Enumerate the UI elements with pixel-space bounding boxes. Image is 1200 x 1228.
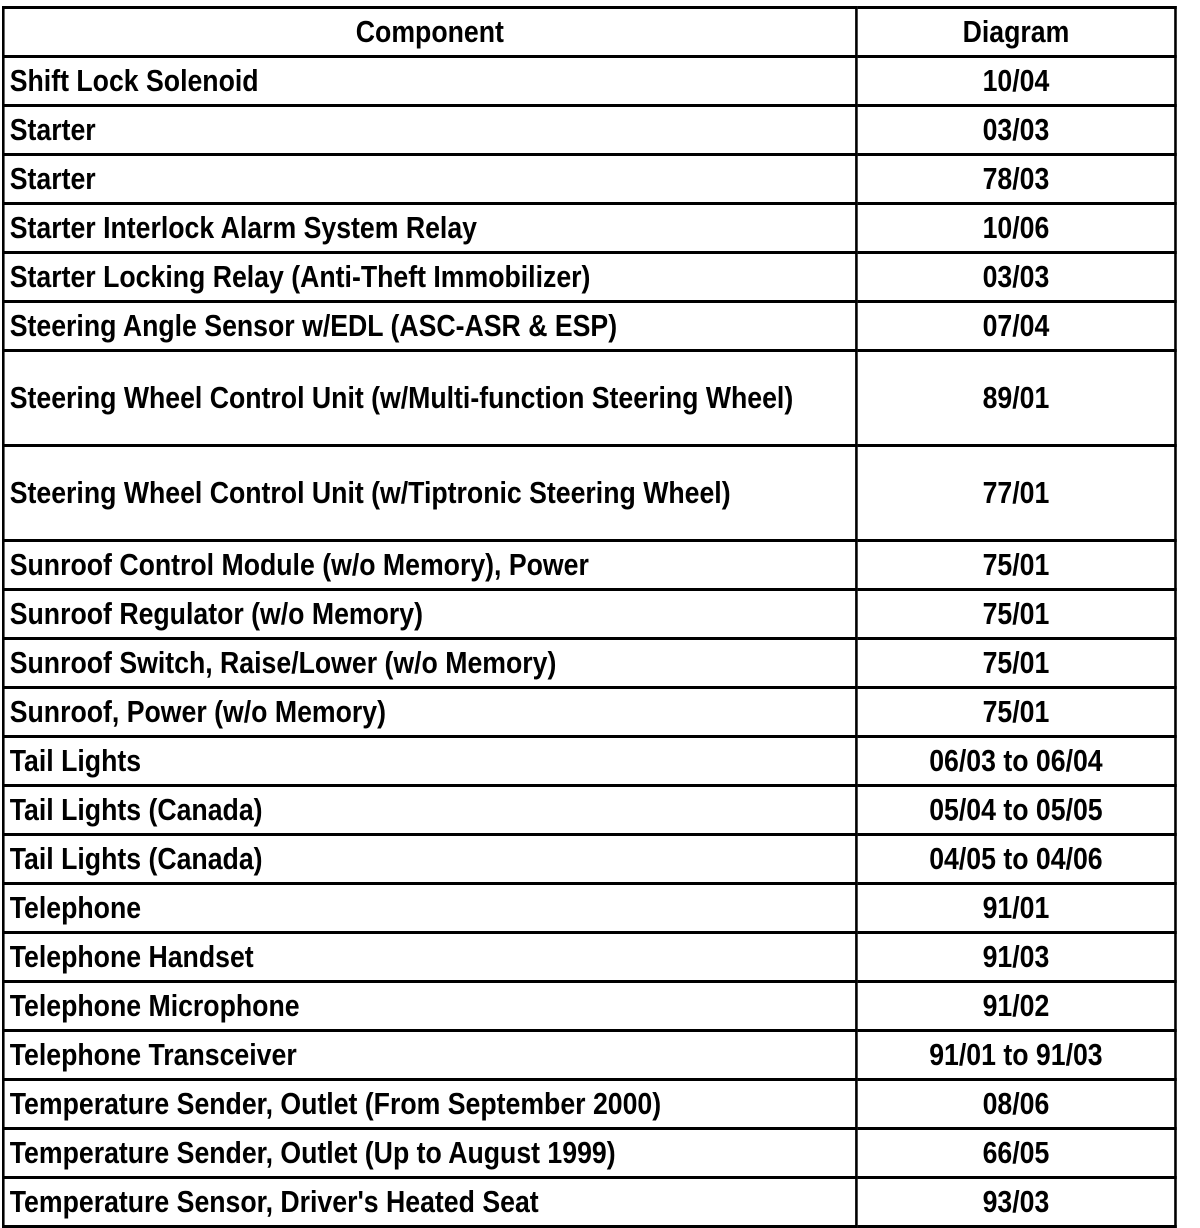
diagram-cell: 06/03 to 06/04	[856, 737, 1175, 786]
component-cell: Tail Lights (Canada)	[3, 835, 856, 884]
table-row	[3, 933, 1175, 982]
diagram-cell: 08/06	[856, 1080, 1175, 1129]
component-cell: Steering Wheel Control Unit (w/Tiptronic Steering Wheel)	[3, 446, 856, 541]
table-row	[3, 786, 1175, 835]
component-cell: Sunroof, Power (w/o Memory)	[3, 688, 856, 737]
table-row	[3, 590, 1175, 639]
column-header-diagram: Diagram	[856, 8, 1175, 57]
component-cell: Tail Lights (Canada)	[3, 786, 856, 835]
table-row	[3, 737, 1175, 786]
diagram-cell: 05/04 to 05/05	[856, 786, 1175, 835]
component-cell: Steering Angle Sensor w/EDL (ASC-ASR & ESP)	[3, 302, 856, 351]
component-cell: Sunroof Control Module (w/o Memory), Power	[3, 541, 856, 590]
diagram-cell: 75/01	[856, 688, 1175, 737]
diagram-cell: 91/01	[856, 884, 1175, 933]
table-row	[3, 541, 1175, 590]
component-cell: Tail Lights	[3, 737, 856, 786]
diagram-cell: 91/02	[856, 982, 1175, 1031]
component-cell: Telephone Transceiver	[3, 1031, 856, 1080]
component-cell: Starter Locking Relay (Anti-Theft Immobilizer)	[3, 253, 856, 302]
diagram-cell: 10/04	[856, 57, 1175, 106]
component-cell: Temperature Sender, Outlet (From September 2000)	[3, 1080, 856, 1129]
table-row	[3, 884, 1175, 933]
component-cell: Temperature Sender, Outlet (Up to August 1999)	[3, 1129, 856, 1178]
diagram-cell: 91/01 to 91/03	[856, 1031, 1175, 1080]
component-cell: Telephone	[3, 884, 856, 933]
diagram-cell: 66/05	[856, 1129, 1175, 1178]
component-cell: Telephone Microphone	[3, 982, 856, 1031]
table-header-row	[3, 8, 1175, 57]
table-row	[3, 351, 1175, 446]
diagram-cell: 10/06	[856, 204, 1175, 253]
diagram-cell: 75/01	[856, 541, 1175, 590]
column-header-component: Component	[3, 8, 856, 57]
table-row	[3, 446, 1175, 541]
table-row	[3, 253, 1175, 302]
diagram-cell: 91/03	[856, 933, 1175, 982]
component-cell: Telephone Handset	[3, 933, 856, 982]
component-cell: Sunroof Regulator (w/o Memory)	[3, 590, 856, 639]
diagram-cell: 75/01	[856, 639, 1175, 688]
component-cell: Starter	[3, 106, 856, 155]
table-row	[3, 155, 1175, 204]
diagram-cell: 89/01	[856, 351, 1175, 446]
table-row	[3, 302, 1175, 351]
diagram-cell: 04/05 to 04/06	[856, 835, 1175, 884]
component-cell: Shift Lock Solenoid	[3, 57, 856, 106]
diagram-cell: 75/01	[856, 590, 1175, 639]
component-diagram-table	[2, 6, 1177, 1228]
table-row	[3, 204, 1175, 253]
table-row	[3, 57, 1175, 106]
component-cell: Starter	[3, 155, 856, 204]
diagram-cell: 07/04	[856, 302, 1175, 351]
diagram-cell: 78/03	[856, 155, 1175, 204]
table-row	[3, 1129, 1175, 1178]
table-row	[3, 1080, 1175, 1129]
table-row	[3, 639, 1175, 688]
diagram-cell: 77/01	[856, 446, 1175, 541]
component-cell: Starter Interlock Alarm System Relay	[3, 204, 856, 253]
component-cell: Steering Wheel Control Unit (w/Multi-function Steering Wheel)	[3, 351, 856, 446]
diagram-cell: 03/03	[856, 253, 1175, 302]
table-row	[3, 835, 1175, 884]
table-row	[3, 982, 1175, 1031]
table-row	[3, 1031, 1175, 1080]
diagram-cell: 03/03	[856, 106, 1175, 155]
component-cell: Sunroof Switch, Raise/Lower (w/o Memory)	[3, 639, 856, 688]
table-row	[3, 1178, 1175, 1227]
table-row	[3, 688, 1175, 737]
component-cell: Temperature Sensor, Driver's Heated Seat	[3, 1178, 856, 1227]
table-row	[3, 106, 1175, 155]
diagram-cell: 93/03	[856, 1178, 1175, 1227]
component-diagram-table-wrapper	[2, 6, 1174, 1228]
